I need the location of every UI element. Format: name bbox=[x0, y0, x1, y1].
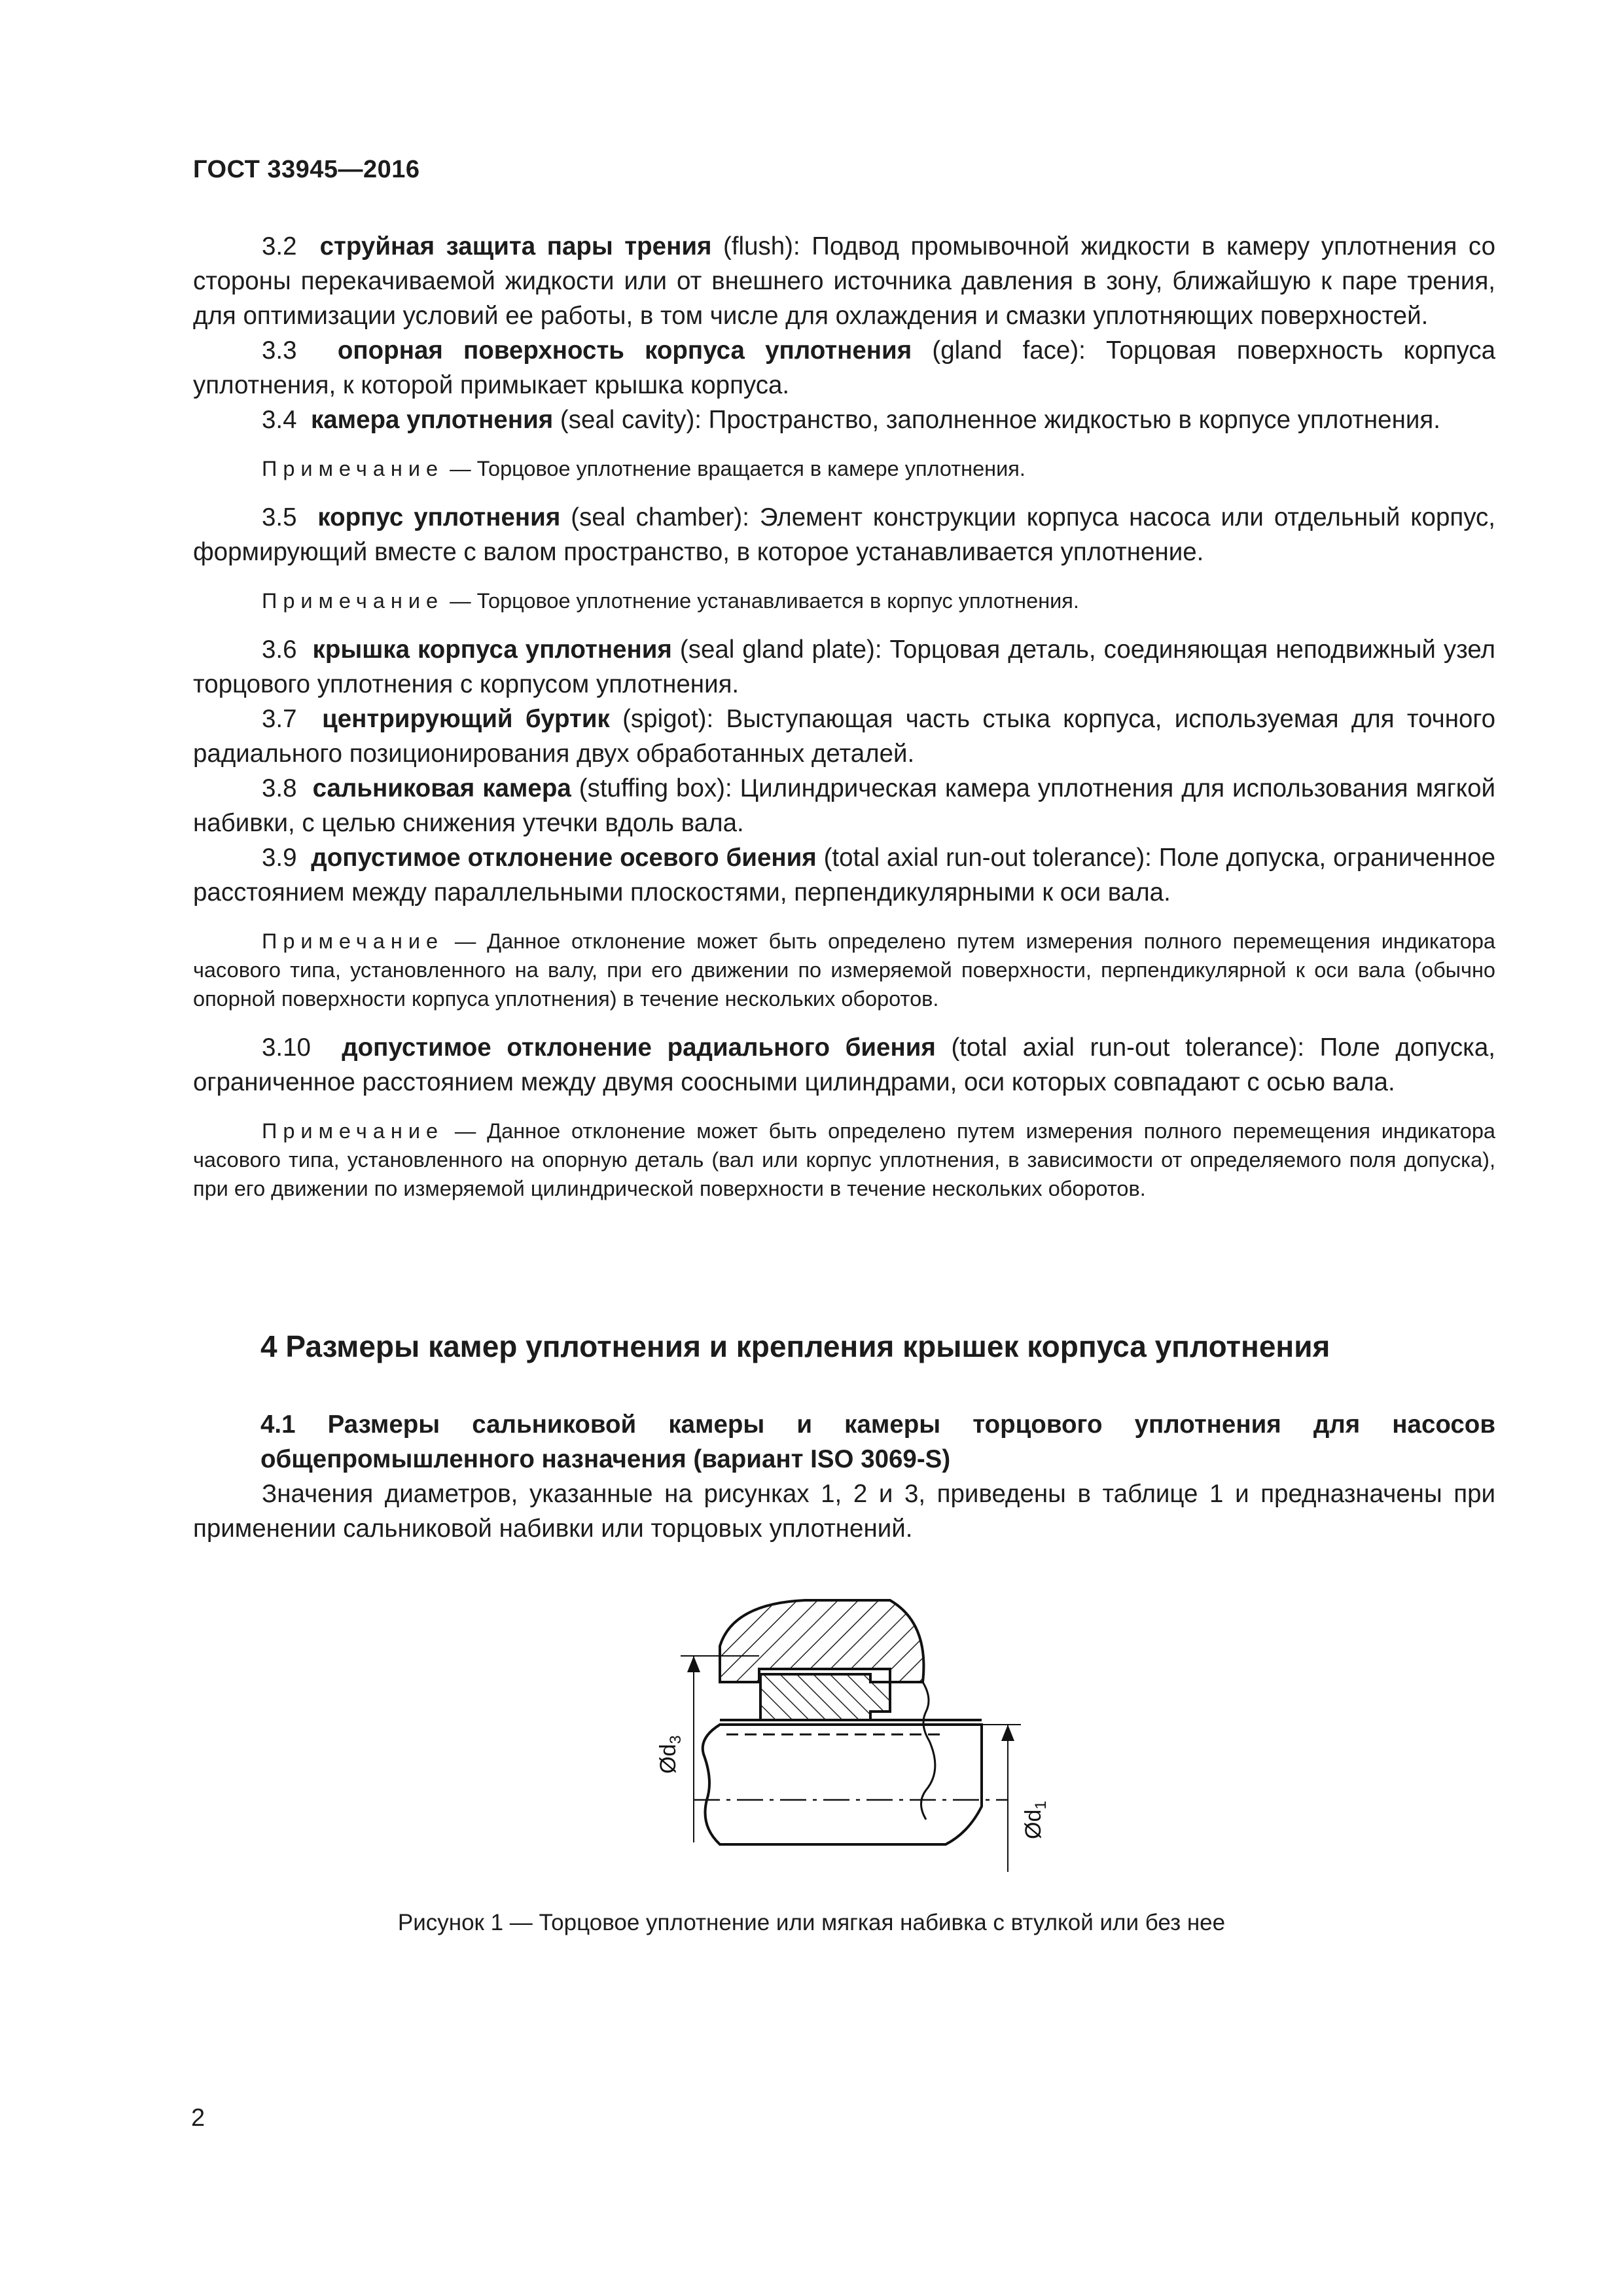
label-d1: $Ød_1$ bbox=[1021, 1801, 1050, 1839]
definition-3-4: 3.4 камера уплотнения (seal cavity): Пространство, заполненное жидкостью в корпусе уплотнения. bbox=[262, 406, 1440, 434]
figure-1-drawing bbox=[589, 1584, 1086, 1898]
dimension-d3-arrow bbox=[687, 1656, 700, 1672]
subsection-title-line1: 4.1 Размеры сальниковой камеры и камеры торцового уплотнения для насосов bbox=[260, 1410, 1495, 1439]
figure-1-caption: Рисунок 1 — Торцовое уплотнение или мягкая набивка с втулкой или без нее bbox=[397, 1910, 1226, 1935]
definition-3-7: 3.7 центрирующий буртик (spigot): Выступающая часть стыка корпуса, используемая для точного радиального позиционирования двух обработанных деталей. bbox=[193, 705, 1495, 768]
note-3-5: Примечание — Торцовое уплотнение устанавливается в корпус уплотнения. bbox=[262, 589, 1079, 613]
page-number: 2 bbox=[191, 2104, 205, 2132]
subsection-title bbox=[260, 1407, 1495, 1477]
subsection-title-line2: общепромышленного назначения (вариант ISO 3069-S) bbox=[260, 1445, 951, 1473]
housing-section bbox=[720, 1600, 923, 1682]
intro-paragraph: Значения диаметров, указанные на рисунках 1, 2 и 3, приведены в таблице 1 и предназначены при применении сальниковой набивки или торцовых уплотнений. bbox=[193, 1480, 1495, 1543]
definition-3-2: 3.2 струйная защита пары трения (flush): Подвод промывочной жидкости в камеру уплотнения со стороны перекачиваемой жидкости или от внешнего источника давления в зону, ближайшую к паре трения, для оптимизации условий ее работы, в том числе для охлаждения и смазки уплотняющих поверхностей. bbox=[193, 232, 1495, 330]
definition-3-3: 3.3 опорная поверхность корпуса уплотнения (gland face): Торцовая поверхность корпуса уплотнения, к которой примыкает крышка корпуса. bbox=[193, 336, 1495, 399]
section-title: 4 Размеры камер уплотнения и крепления крышек корпуса уплотнения bbox=[260, 1329, 1330, 1363]
note-3-9: Примечание — Данное отклонение может быть определено путем измерения полного перемещения индикатора часового типа, установленного на валу, при его движении по измеряемой поверхности, перпендикулярной к оси вала (обычно опорной поверхности корпуса уплотнения) в течение нескольких оборотов. bbox=[193, 929, 1495, 1011]
seal-packing-section bbox=[760, 1674, 890, 1720]
shaft-outline bbox=[703, 1725, 982, 1844]
definition-3-10: 3.10 допустимое отклонение радиального биения (total axial run-out tolerance): Поле допуска, ограниченное расстоянием между двумя соосными цилиндрами, оси которых совпадают с осью вала. bbox=[193, 1033, 1495, 1096]
dimension-d1-arrow bbox=[1001, 1725, 1014, 1741]
note-3-4: Примечание — Торцовое уплотнение вращается в камере уплотнения. bbox=[262, 457, 1026, 480]
definition-3-9: 3.9 допустимое отклонение осевого биения (total axial run-out tolerance): Поле допуска, ограниченное расстоянием между параллельными плоскостями, перпендикулярными к оси вала. bbox=[193, 844, 1495, 906]
definition-3-5: 3.5 корпус уплотнения (seal chamber): Элемент конструкции корпуса насоса или отдельный корпус, формирующий вместе с валом пространство, в которое устанавливается уплотнение. bbox=[193, 503, 1495, 566]
note-3-10: Примечание — Данное отклонение может быть определено путем измерения полного перемещения индикатора часового типа, установленного на опорную деталь (вал или корпус уплотнения, в зависимости от определяемого поля допуска), при его движении по измеряемой цилиндрической поверхности в течение нескольких оборотов. bbox=[193, 1119, 1495, 1200]
housing-break-line bbox=[921, 1682, 935, 1820]
label-d3: $Ød_3$ bbox=[656, 1735, 685, 1774]
definitions-block bbox=[193, 229, 1495, 1220]
definition-3-8: 3.8 сальниковая камера (stuffing box): Цилиндрическая камера уплотнения для использования мягкой набивки, с целью снижения утечки вдоль вала. bbox=[193, 774, 1496, 837]
definition-3-6: 3.6 крышка корпуса уплотнения (seal gland plate): Торцовая деталь, соединяющая неподвижный узел торцового уплотнения с корпусом уплотнения. bbox=[193, 636, 1495, 698]
standard-header: ГОСТ 33945—2016 bbox=[193, 156, 420, 183]
